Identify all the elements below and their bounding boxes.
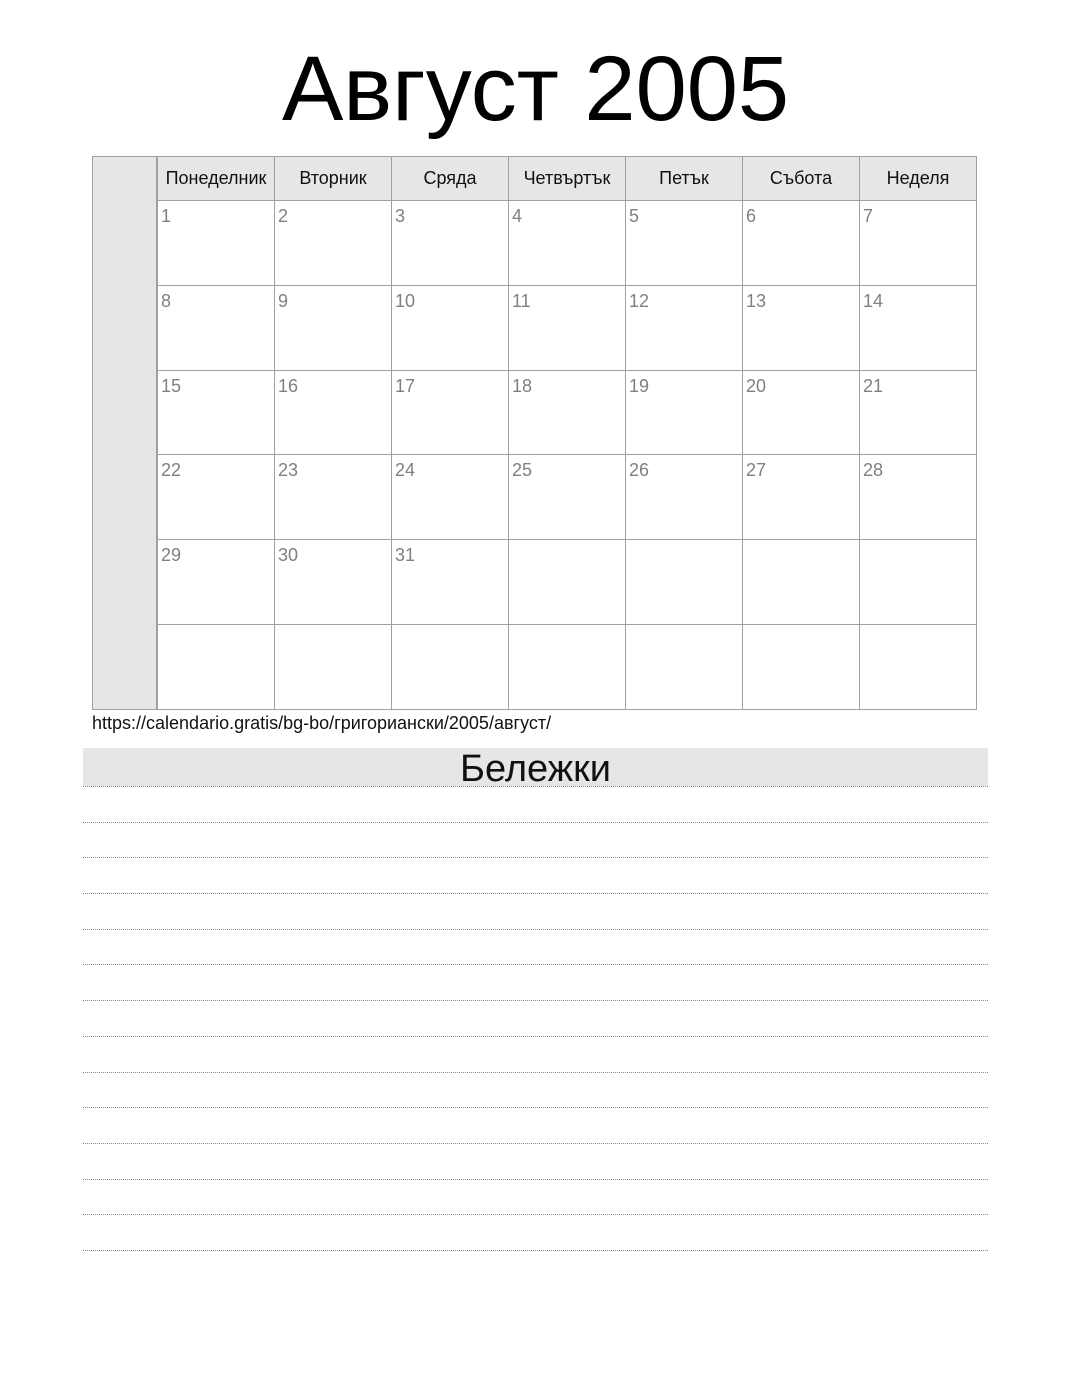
day-cell: 24 — [392, 455, 509, 540]
page-title: Август 2005 — [281, 38, 790, 140]
note-line — [83, 1214, 988, 1215]
day-cell: 15 — [158, 370, 275, 455]
note-line — [83, 1107, 988, 1108]
weekday-header: Понеделник — [158, 157, 275, 201]
day-cell: 9 — [275, 285, 392, 370]
week-row — [158, 540, 977, 625]
note-line — [83, 1250, 988, 1251]
day-cell: 2 — [275, 201, 392, 286]
note-line — [83, 822, 988, 823]
day-cell: 25 — [509, 455, 626, 540]
note-line — [83, 964, 988, 965]
note-line — [83, 1000, 988, 1001]
day-cell — [509, 540, 626, 625]
note-line — [83, 929, 988, 930]
note-line — [83, 1072, 988, 1073]
day-cell: 31 — [392, 540, 509, 625]
day-cell: 4 — [509, 201, 626, 286]
month-table — [157, 156, 977, 710]
source-url: https://calendario.gratis/bg-bo/григориански/2005/август/ — [92, 713, 552, 733]
note-line — [83, 1143, 988, 1144]
weekday-header: Събота — [743, 157, 860, 201]
note-line — [83, 1179, 988, 1180]
calendar-grid — [92, 156, 977, 710]
day-cell: 12 — [626, 285, 743, 370]
day-cell: 14 — [860, 285, 977, 370]
day-cell: 19 — [626, 370, 743, 455]
day-cell: 13 — [743, 285, 860, 370]
day-cell — [509, 625, 626, 710]
weekday-header: Неделя — [860, 157, 977, 201]
week-number-column — [92, 156, 157, 710]
day-cell — [158, 625, 275, 710]
day-cell: 7 — [860, 201, 977, 286]
day-cell — [626, 540, 743, 625]
week-row — [158, 285, 977, 370]
day-cell: 1 — [158, 201, 275, 286]
day-cell — [860, 540, 977, 625]
day-cell: 16 — [275, 370, 392, 455]
day-cell: 29 — [158, 540, 275, 625]
day-cell: 21 — [860, 370, 977, 455]
day-cell: 3 — [392, 201, 509, 286]
weekday-header: Вторник — [275, 157, 392, 201]
notes-lines — [83, 786, 988, 1252]
day-cell: 6 — [743, 201, 860, 286]
day-cell: 18 — [509, 370, 626, 455]
weekday-header: Петък — [626, 157, 743, 201]
note-line — [83, 1036, 988, 1037]
day-cell: 17 — [392, 370, 509, 455]
week-row — [158, 455, 977, 540]
day-cell — [743, 540, 860, 625]
week-row — [158, 201, 977, 286]
day-cell — [626, 625, 743, 710]
day-cell: 22 — [158, 455, 275, 540]
day-cell: 27 — [743, 455, 860, 540]
weekday-header-row — [158, 157, 977, 201]
notes-title: Бележки — [83, 748, 988, 786]
note-line — [83, 857, 988, 858]
day-cell: 20 — [743, 370, 860, 455]
day-cell: 30 — [275, 540, 392, 625]
day-cell: 5 — [626, 201, 743, 286]
weekday-header: Четвъртък — [509, 157, 626, 201]
day-cell — [392, 625, 509, 710]
day-cell: 8 — [158, 285, 275, 370]
weekday-header: Сряда — [392, 157, 509, 201]
day-cell: 28 — [860, 455, 977, 540]
day-cell — [275, 625, 392, 710]
week-row — [158, 625, 977, 710]
week-row — [158, 370, 977, 455]
day-cell: 10 — [392, 285, 509, 370]
day-cell: 26 — [626, 455, 743, 540]
note-line — [83, 893, 988, 894]
day-cell: 11 — [509, 285, 626, 370]
note-line — [83, 786, 988, 787]
day-cell — [743, 625, 860, 710]
day-cell: 23 — [275, 455, 392, 540]
day-cell — [860, 625, 977, 710]
